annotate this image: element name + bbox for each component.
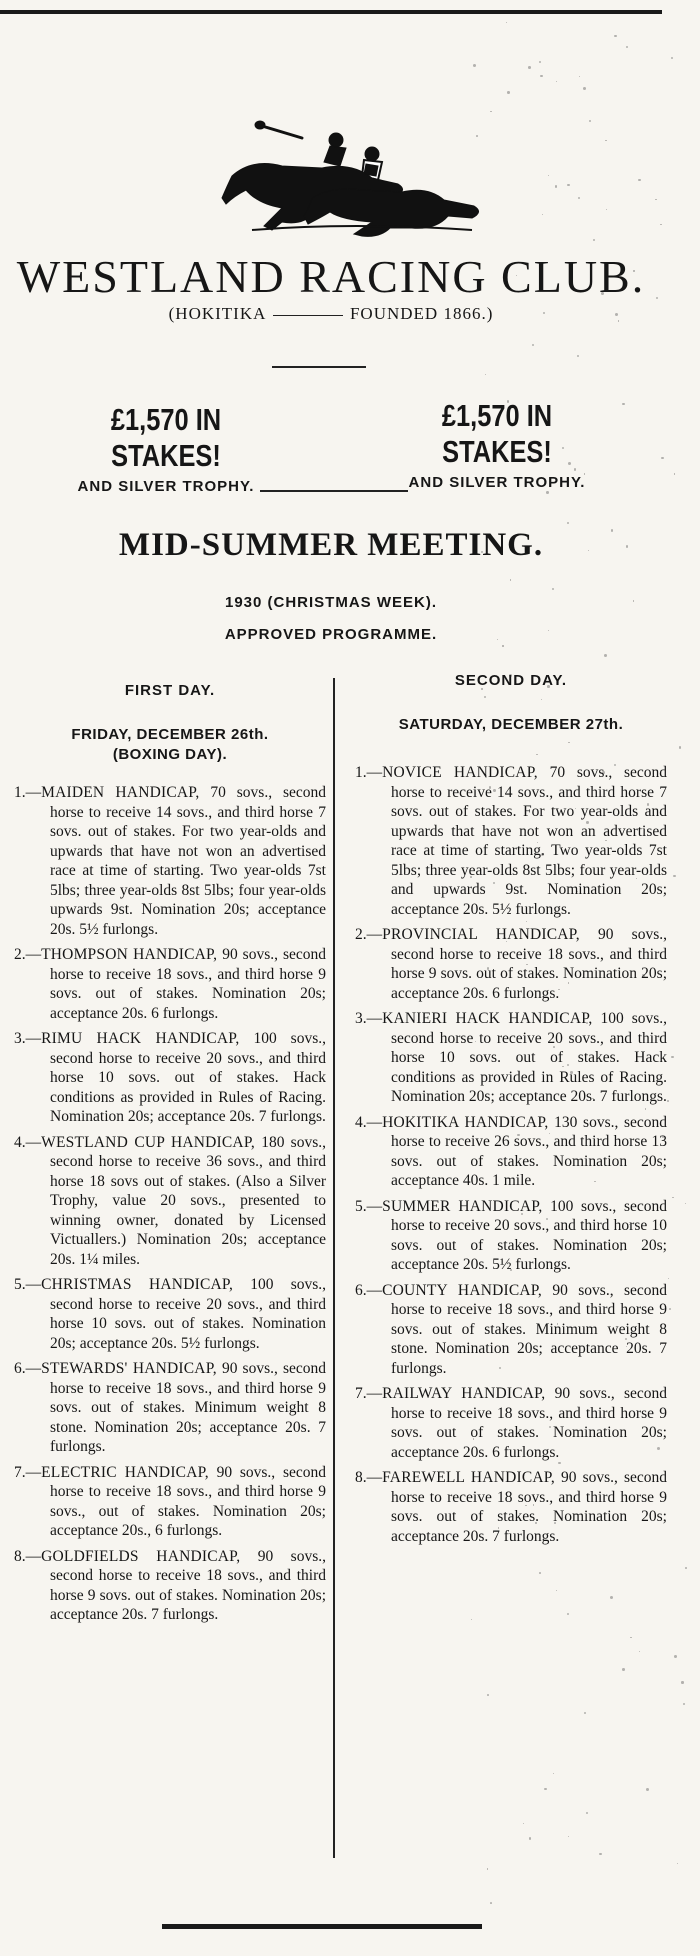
print-speckle [475, 1041, 476, 1042]
subtitle-location: (HOKITIKA [168, 304, 266, 323]
print-speckle [487, 1694, 489, 1696]
print-speckle [521, 1213, 523, 1215]
print-speckle [535, 1522, 536, 1523]
race-name: COUNTY HANDICAP, [382, 1281, 542, 1299]
print-speckle [523, 1823, 524, 1824]
print-speckle [528, 66, 531, 69]
print-speckle [669, 1308, 671, 1310]
print-speckle [677, 1863, 678, 1864]
race-conditions: 90 sovs., second horse to receive 18 sovs., and third horse 9 sovs. out of stakes. Minimum weight 8 stone. Nomination 20s; acceptance 20s. 7 furlongs. [50, 1360, 327, 1455]
print-speckle [509, 674, 512, 677]
race-name: STEWARDS' HANDICAP, [41, 1360, 217, 1377]
print-speckle [548, 175, 549, 176]
race-entry [355, 1113, 667, 1191]
stakes-trophy: AND SILVER TROPHY. [77, 478, 255, 495]
print-speckle [655, 199, 657, 201]
print-speckle [487, 967, 489, 969]
print-speckle [553, 1773, 554, 1774]
print-speckle [544, 1788, 546, 1790]
race-entry [14, 1133, 326, 1270]
race-conditions: 90 sovs., second horse to receive 18 sovs., and third horse 9 sovs. out of stakes. Nomination 20s; acceptance 20s. 6 furlongs. [391, 1385, 668, 1461]
print-speckle [671, 1056, 674, 1059]
race-number: 2.— [14, 946, 42, 963]
print-speckle [539, 61, 541, 63]
race-entry [14, 945, 326, 1023]
print-speckle [568, 982, 569, 983]
race-conditions: 90 sovs., second horse to receive 18 sovs., and third horse 9 sovs. out of stakes. Nomination 20s; acceptance 20s. 7 furlongs. [50, 1547, 326, 1623]
print-speckle [556, 81, 557, 82]
race-number: 5.— [355, 1197, 383, 1215]
race-entry [14, 1547, 326, 1625]
print-speckle [602, 771, 605, 774]
race-list [355, 763, 667, 1546]
print-speckle [620, 1249, 622, 1251]
print-speckle [583, 87, 586, 90]
race-number: 6.— [355, 1281, 383, 1299]
race-entry [355, 1197, 667, 1275]
print-speckle [490, 1902, 492, 1904]
race-conditions: 180 sovs., second horse to receive 36 sovs., and third horse 18 sovs out of stakes. (Also a Silver Trophy, value 20 sovs., presented to winning owner, donated by Licensed Victuallers.) Nomination 20s; acceptance 20s. 1¼ miles. [50, 1133, 326, 1268]
divider-rule [260, 490, 408, 492]
print-speckle [668, 1278, 669, 1279]
race-entry [355, 925, 667, 1003]
print-speckle [526, 964, 527, 965]
subtitle-founded: FOUNDED 1866.) [349, 304, 494, 323]
print-speckle [507, 91, 510, 94]
print-speckle [610, 1596, 613, 1599]
second-day-heading: SECOND DAY. [454, 672, 568, 689]
print-speckle [661, 457, 663, 459]
race-entry [14, 783, 326, 939]
race-number: 7.— [355, 1385, 383, 1402]
print-speckle [662, 1136, 664, 1138]
print-speckle [485, 775, 488, 778]
print-speckle [547, 685, 550, 688]
race-name: MAIDEN HANDICAP, [41, 784, 200, 801]
race-number: 1.— [14, 784, 42, 801]
print-speckle [543, 312, 545, 314]
print-speckle [584, 1712, 586, 1714]
print-speckle [578, 197, 580, 199]
print-speckle [473, 64, 476, 67]
print-speckle [674, 1655, 677, 1658]
print-speckle [552, 588, 554, 590]
print-speckle [663, 1140, 664, 1141]
print-speckle [643, 835, 644, 836]
race-conditions: 90 sovs., second horse to receive 18 sovs., and third horse 9 sovs., out of stakes. Nomination 20s; acceptance 20s., 6 furlongs. [50, 1463, 326, 1539]
race-conditions: 90 sovs., second horse to receive 18 sovs., and third horse 9 sovs. out of stakes. Minimum weight 8 stone. Nomination 20s; acceptance 20s. 7 furlongs. [391, 1281, 667, 1377]
print-speckle [539, 1572, 541, 1574]
print-speckle [626, 1346, 627, 1347]
print-speckle [557, 1323, 558, 1324]
print-speckle [471, 1619, 472, 1620]
second-day-column [355, 672, 667, 1552]
race-name: CHRISTMAS HANDICAP, [41, 1276, 234, 1293]
print-speckle [593, 239, 595, 241]
race-name: ELECTRIC HANDICAP, [41, 1463, 209, 1481]
print-speckle [567, 522, 569, 524]
race-entry [14, 1463, 326, 1541]
stakes-right [362, 398, 632, 491]
race-entry [355, 1281, 667, 1379]
print-speckle [586, 1812, 588, 1814]
print-speckle [476, 135, 478, 137]
print-speckle [532, 344, 534, 346]
race-conditions: 100 sovs., second horse to receive 20 sovs., and third horse 10 sovs. out of stakes. Nomination 20s; acceptance 20s. 5½ furlongs. [391, 1197, 667, 1273]
print-speckle [614, 35, 617, 38]
print-speckle [671, 57, 673, 59]
print-speckle [577, 355, 579, 357]
divider-rule [272, 366, 366, 368]
print-speckle [674, 473, 675, 474]
race-conditions: 100 sovs., second horse to receive 20 sovs., and third horse 10 sovs. out of stakes. Hack conditions as provided in Rules of Racing. Nomination 20s; acceptance 20s. 7 furlongs. [391, 1010, 668, 1105]
print-speckle [555, 185, 557, 187]
print-speckle [542, 214, 543, 215]
race-number: 3.— [355, 1010, 383, 1027]
print-speckle [510, 579, 511, 580]
print-speckle [626, 46, 628, 48]
print-speckle [540, 75, 542, 77]
print-speckle [485, 374, 486, 375]
print-speckle [660, 224, 662, 226]
second-day-date [355, 715, 667, 735]
date-line: FRIDAY, DECEMBER 26th. [71, 726, 269, 743]
race-name: WESTLAND CUP HANDICAP, [41, 1133, 255, 1151]
print-speckle [657, 1447, 660, 1450]
stakes-trophy: AND SILVER TROPHY. [408, 474, 586, 491]
club-subtitle [0, 304, 662, 324]
print-speckle [493, 789, 496, 792]
print-speckle [506, 22, 507, 23]
print-speckle [611, 529, 613, 531]
print-speckle [606, 209, 607, 210]
print-speckle [529, 1837, 531, 1839]
print-speckle [685, 1567, 687, 1569]
race-number: 4.— [14, 1133, 42, 1151]
race-conditions: 100 sovs., second horse to receive 20 sovs., and third horse 10 sovs. out of stakes. Hack conditions as provided in Rules of Racing. Nomination 20s; acceptance 20s. 7 furlongs. [50, 1030, 326, 1125]
race-name: FAREWELL HANDICAP, [382, 1469, 555, 1486]
print-speckle [667, 1100, 669, 1102]
date-line: (BOXING DAY). [112, 746, 228, 763]
first-day-date [14, 725, 326, 765]
print-speckle [470, 876, 472, 878]
print-speckle [562, 1066, 563, 1067]
print-speckle [546, 491, 549, 494]
first-day-heading: FIRST DAY. [124, 682, 216, 699]
print-speckle [622, 1668, 625, 1671]
print-speckle [639, 1651, 641, 1653]
race-name: GOLDFIELDS HANDICAP, [41, 1547, 241, 1565]
race-entry [355, 763, 667, 919]
date-line: SATURDAY, DECEMBER 27th. [398, 716, 624, 733]
race-conditions: 130 sovs., second horse to receive 26 sovs., and third horse 13 sovs. out of stakes. Nomination 20s; acceptance 40s. 1 mile. [391, 1113, 668, 1189]
racing-horses-logo [212, 118, 492, 238]
race-number: 8.— [355, 1469, 383, 1486]
print-speckle [626, 545, 629, 548]
print-speckle [615, 313, 618, 316]
race-name: HOKITIKA HANDICAP, [382, 1113, 549, 1131]
race-conditions: 90 sovs., second horse to receive 18 sovs., and third horse 9 sovs. out of stakes. Nomination 20s; acceptance 20s. 6 furlongs. [391, 926, 667, 1002]
print-speckle [614, 764, 616, 766]
print-speckle [672, 1197, 673, 1198]
race-entry [355, 1468, 667, 1546]
print-speckle [502, 645, 503, 646]
race-name: RIMU HACK HANDICAP, [41, 1030, 240, 1047]
print-speckle [556, 1590, 557, 1591]
print-speckle [638, 179, 640, 181]
club-title: WESTLAND RACING CLUB. [16, 251, 646, 302]
race-conditions: 70 sovs., second horse to receive 14 sovs., and third horse 7 sovs. out of stakes. For two year-olds and upwards that have not won an advertised race at time of starting. Two year-olds 7st 5lbs; three year-olds 8st 5lbs; four year-olds and upwards 9st. Nomination 20s; acceptance 20s. 5½ furlongs. [391, 764, 668, 918]
race-conditions: 100 sovs., second horse to receive 20 sovs., and third horse 10 sovs. out of stakes. Nomination 20s; acceptance 20s. 5½ furlongs. [50, 1276, 327, 1352]
print-speckle [568, 1836, 569, 1837]
race-entry [14, 1029, 326, 1127]
subtitle-dash [273, 315, 343, 316]
race-conditions: 90 sovs., second horse to receive 18 sovs., and third horse 9 sovs. out of stakes. Nomination 20s; acceptance 20s. 6 furlongs. [50, 946, 327, 1022]
stakes-amount: £1,570 IN STAKES! [441, 398, 553, 469]
print-speckle [490, 111, 492, 113]
top-rule [0, 10, 662, 14]
race-number: 7.— [14, 1463, 42, 1481]
race-name: KANIERI HACK HANDICAP, [382, 1010, 593, 1027]
race-conditions: 90 sovs., second horse to receive 18 sovs., and third horse 9 sovs. out of stakes. Nomination 20s; acceptance 20s. 7 furlongs. [391, 1469, 668, 1545]
race-number: 3.— [14, 1030, 42, 1047]
print-speckle [589, 120, 591, 122]
print-speckle [646, 1788, 649, 1791]
race-name: SUMMER HANDICAP, [382, 1197, 543, 1215]
print-speckle [586, 821, 589, 824]
race-conditions: 70 sovs., second horse to receive 14 sovs., and third horse 7 sovs. out of stakes. For two year-olds and upwards that have not won an advertised race at time of starting. Two year-olds 7st 5lbs; three year-olds 8st 5lbs; four year-olds upwards 9st. Nomination 20s; acceptance 20s. 5½ furlongs. [50, 784, 326, 938]
race-number: 8.— [14, 1547, 42, 1565]
bottom-rule [162, 1924, 482, 1929]
race-number: 5.— [14, 1276, 42, 1293]
print-speckle [633, 270, 634, 271]
race-number: 4.— [355, 1113, 383, 1131]
print-speckle [553, 1046, 555, 1048]
print-speckle [605, 140, 607, 142]
race-name: THOMPSON HANDICAP, [41, 946, 218, 963]
meeting-year: 1930 (CHRISTMAS WEEK). [224, 594, 438, 611]
race-name: RAILWAY HANDICAP, [382, 1385, 546, 1402]
print-speckle [558, 1462, 560, 1464]
race-name: NOVICE HANDICAP, [382, 764, 538, 781]
first-day-column [14, 672, 326, 1631]
print-speckle [568, 462, 571, 465]
print-speckle [683, 1703, 685, 1705]
print-speckle [599, 1853, 601, 1855]
print-speckle [484, 696, 486, 698]
print-speckle [500, 445, 502, 447]
race-name: PROVINCIAL HANDICAP, [382, 926, 580, 943]
meeting-title: MID-SUMMER MEETING. [118, 527, 544, 563]
print-speckle [481, 688, 482, 689]
print-speckle [642, 974, 645, 977]
print-speckle [679, 746, 682, 749]
stakes-amount: £1,570 IN STAKES! [110, 402, 222, 473]
race-entry [14, 1275, 326, 1353]
column-divider [333, 678, 335, 1858]
print-speckle [473, 1438, 474, 1439]
print-speckle [487, 1868, 489, 1870]
print-speckle [567, 1613, 569, 1615]
print-speckle [570, 1071, 572, 1073]
race-number: 6.— [14, 1360, 42, 1377]
race-entry [14, 1359, 326, 1457]
race-number: 1.— [355, 764, 383, 781]
print-speckle [567, 184, 570, 187]
print-speckle [489, 786, 491, 788]
stakes-left [36, 402, 296, 495]
print-speckle [630, 1637, 631, 1638]
print-speckle [685, 1203, 686, 1204]
race-entry [355, 1009, 667, 1107]
print-speckle [579, 76, 580, 77]
approved-programme: APPROVED PROGRAMME. [224, 626, 438, 643]
print-speckle [673, 875, 676, 878]
race-entry [355, 1384, 667, 1462]
race-number: 2.— [355, 926, 383, 943]
race-list [14, 783, 326, 1625]
print-speckle [681, 1681, 683, 1683]
print-speckle [604, 654, 607, 657]
